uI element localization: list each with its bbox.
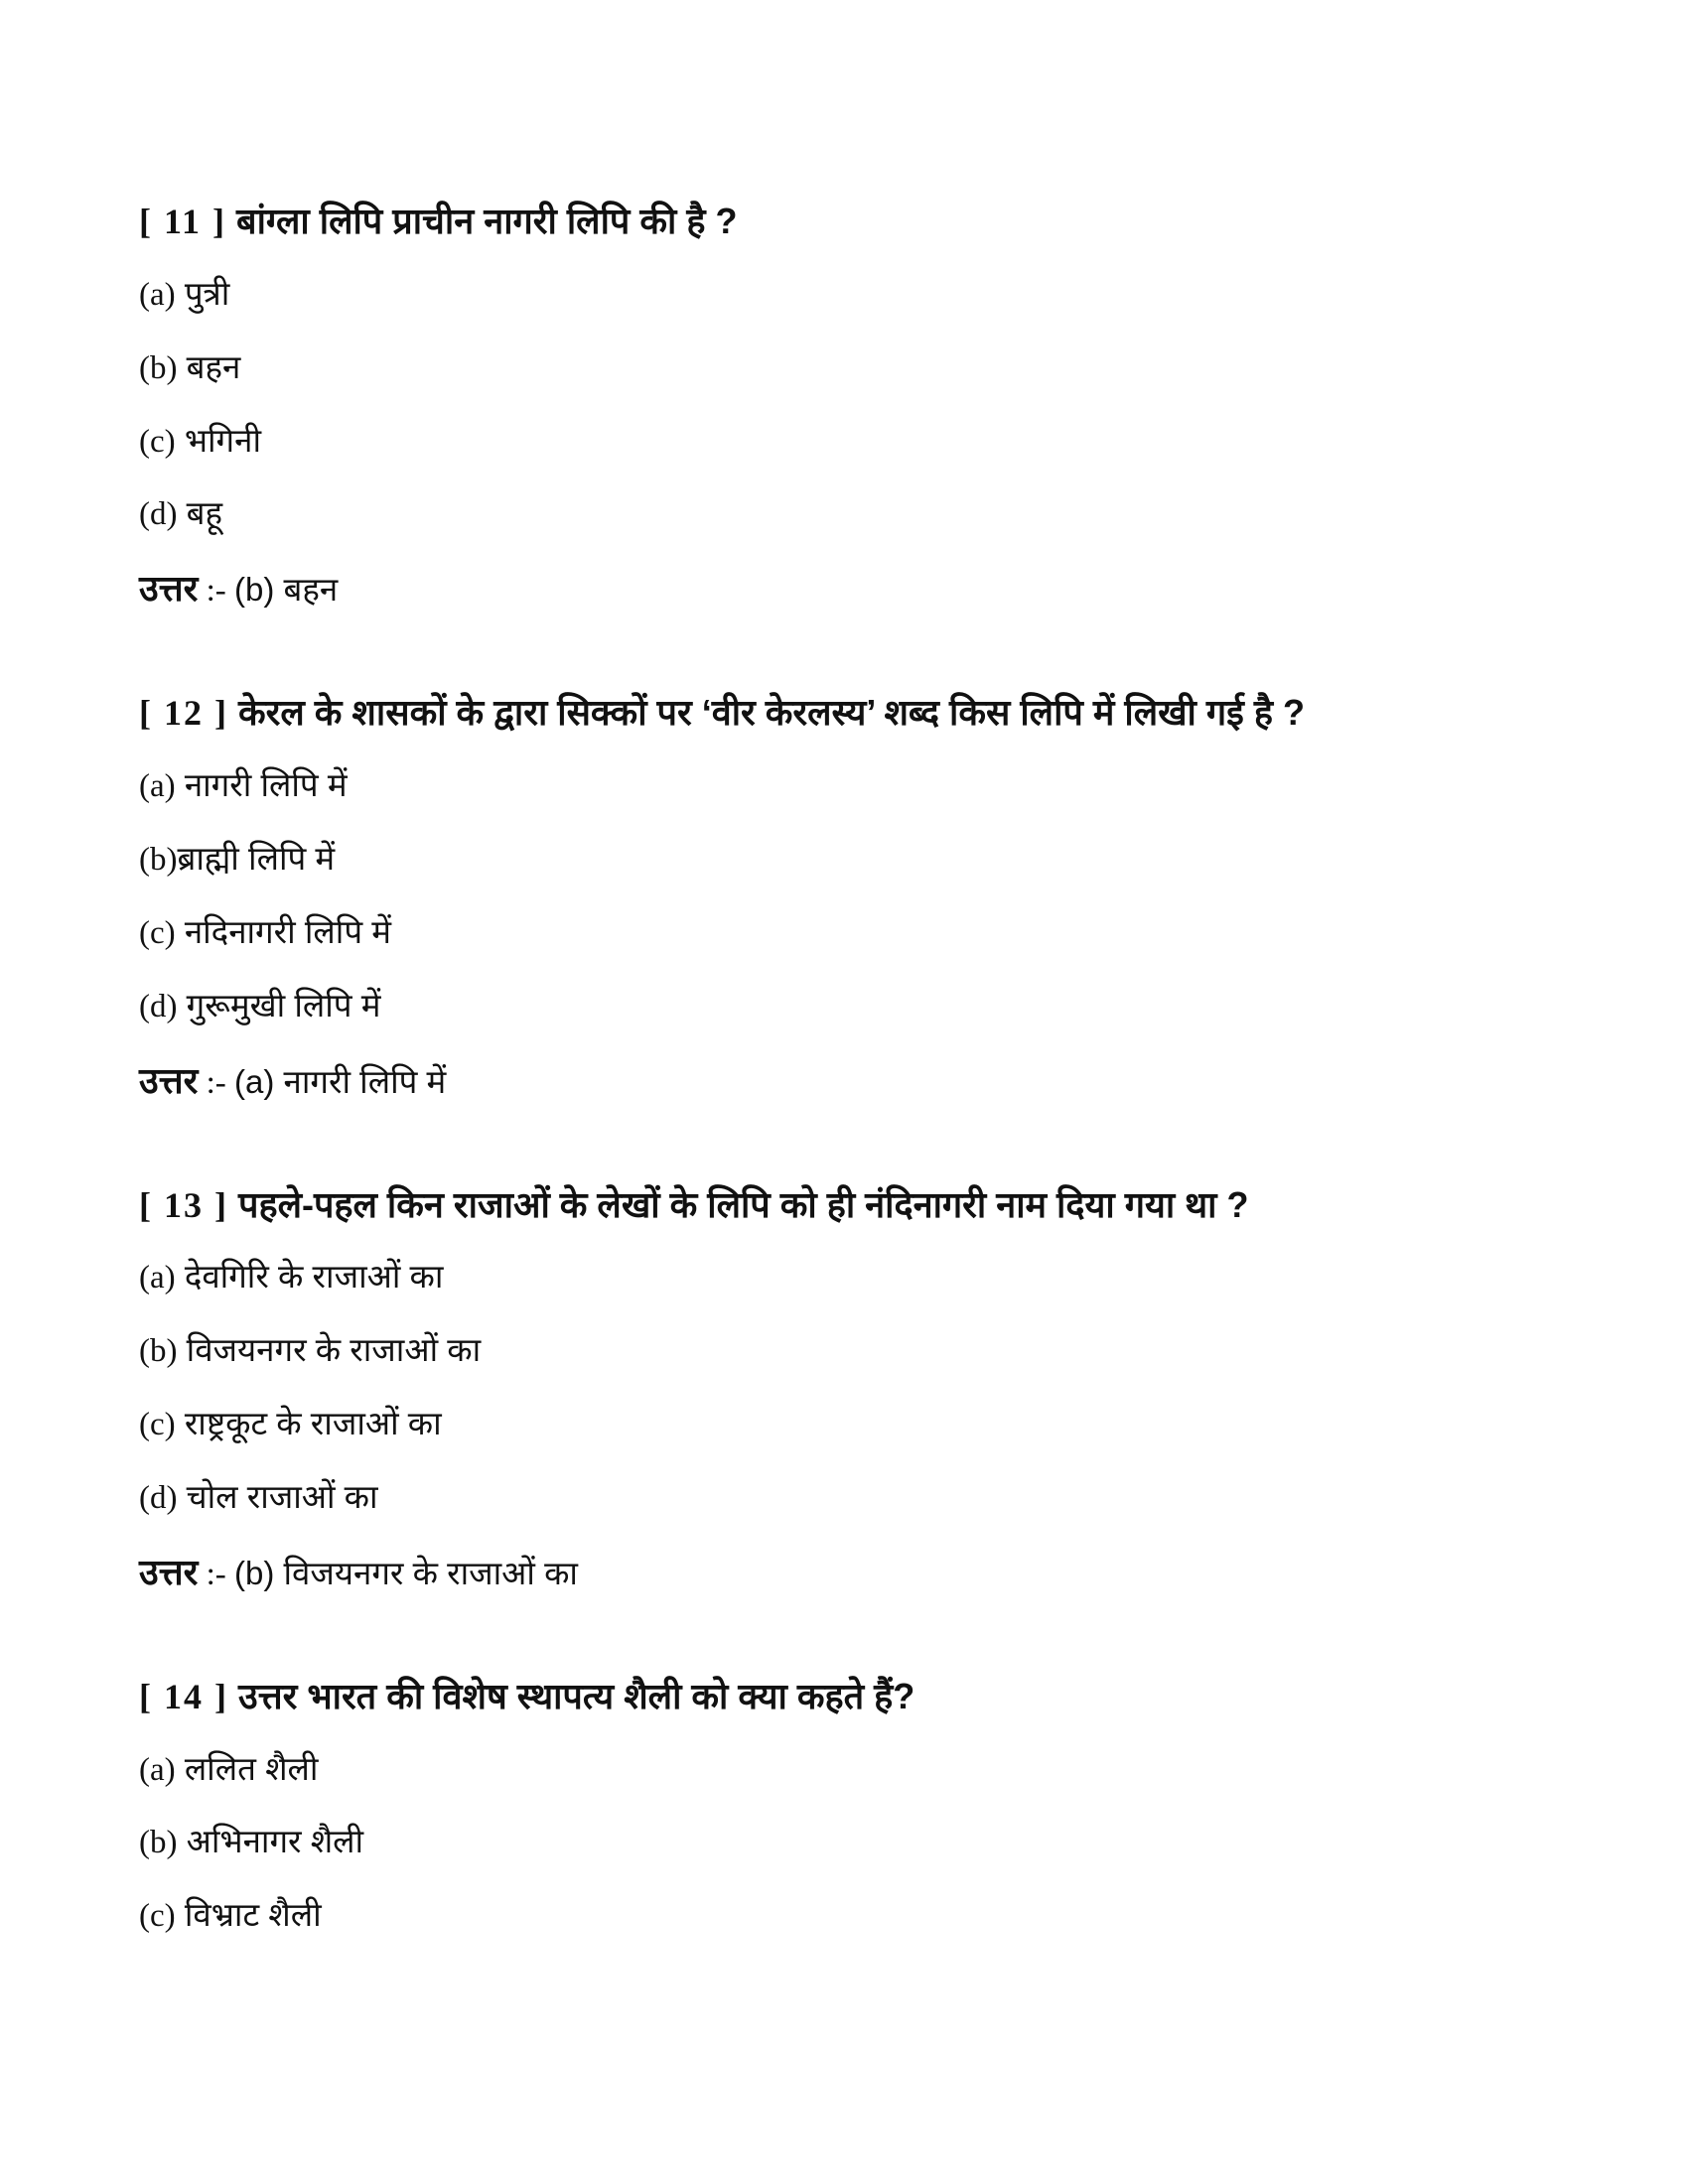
option-label: (d) (139, 988, 178, 1024)
option-label: (b) (139, 1333, 178, 1370)
option-label: (d) (139, 496, 178, 533)
option-row (139, 1821, 1569, 1864)
option-label: (b) (139, 1825, 178, 1861)
answer-row (139, 1058, 1569, 1105)
option-text: राष्ट्रकूट के राजाओं का (184, 1405, 442, 1442)
question-heading (139, 199, 1569, 245)
option-label: (b) (139, 841, 178, 878)
option-row (139, 1476, 1569, 1520)
option-text: देवगिरि के राजाओं का (184, 1258, 444, 1296)
option-label: (a) (139, 1751, 176, 1788)
answer-separator: :- (198, 1556, 234, 1592)
option-row (139, 420, 1569, 464)
question-number: [ 13 ] (139, 1184, 228, 1225)
answer-separator: :- (198, 1064, 234, 1101)
question-number: [ 11 ] (139, 202, 226, 241)
option-text: नदिनागरी लिपि में (184, 912, 391, 950)
option-text: गुरूमुखी लिपि में (186, 986, 381, 1024)
option-row (139, 273, 1569, 317)
option-label: (c) (139, 423, 176, 460)
option-label: (b) (139, 349, 178, 386)
answer-label: उत्तर (139, 1551, 199, 1592)
question-text: केरल के शासकों के द्वारा सिक्कों पर ‘वीर केरलस्य’ शब्द किस लिपि में लिखी गई है ? (238, 692, 1305, 734)
option-text: अभिनागर शैली (186, 1823, 364, 1860)
option-row (139, 492, 1569, 536)
option-row (139, 838, 1569, 882)
option-label: (a) (139, 768, 176, 805)
option-row (139, 985, 1569, 1028)
question-text: उत्तर भारत की विशेष स्थापत्य शैली को क्या कहते हैं? (238, 1675, 915, 1716)
option-text: नागरी लिपि में (184, 766, 348, 804)
option-row (139, 764, 1569, 808)
question-text: पहले-पहल किन राजाओं के लेखों के लिपि को ही नंदिनागरी नाम दिया गया था ? (238, 1183, 1249, 1225)
question-number: [ 12 ] (139, 693, 228, 734)
question-block (139, 1674, 1569, 1938)
option-label: (c) (139, 914, 176, 951)
option-text: विभ्राट शैली (184, 1896, 322, 1934)
answer-row (139, 1550, 1569, 1596)
option-row (139, 1894, 1569, 1938)
option-row (139, 1403, 1569, 1446)
answer-label: उत्तर (139, 1059, 199, 1101)
option-row (139, 1329, 1569, 1373)
option-label: (c) (139, 1898, 176, 1935)
option-label: (d) (139, 1479, 178, 1516)
option-row (139, 911, 1569, 955)
question-heading (139, 1182, 1569, 1229)
option-row (139, 346, 1569, 390)
option-text: विजयनगर के राजाओं का (186, 1331, 482, 1369)
question-block (139, 1182, 1569, 1596)
option-text: पुत्री (184, 274, 230, 312)
question-text: बांग्ला लिपि प्राचीन नागरी लिपि की है ? (236, 201, 738, 241)
option-label: (a) (139, 276, 176, 313)
option-label: (c) (139, 1407, 176, 1443)
question-heading (139, 690, 1569, 737)
answer-separator: :- (198, 573, 234, 610)
option-text: ललित शैली (184, 1749, 319, 1787)
option-text: बहन (186, 347, 241, 385)
answer-text: (a) नागरी लिपि में (234, 1062, 447, 1100)
question-block (139, 199, 1569, 613)
option-row (139, 1748, 1569, 1792)
option-text: चोल राजाओं का (186, 1477, 378, 1515)
question-number: [ 14 ] (139, 1676, 228, 1716)
option-text: बहू (186, 494, 223, 532)
option-text: भगिनी (184, 421, 261, 459)
question-block (139, 690, 1569, 1104)
option-row (139, 1256, 1569, 1299)
option-label: (a) (139, 1260, 176, 1297)
question-heading (139, 1674, 1569, 1720)
answer-label: उत्तर (139, 568, 199, 610)
answer-row (139, 566, 1569, 613)
answer-text: (b) विजयनगर के राजाओं का (234, 1554, 578, 1591)
option-text: ब्राह्मी लिपि में (177, 839, 336, 877)
answer-text: (b) बहन (234, 571, 339, 609)
